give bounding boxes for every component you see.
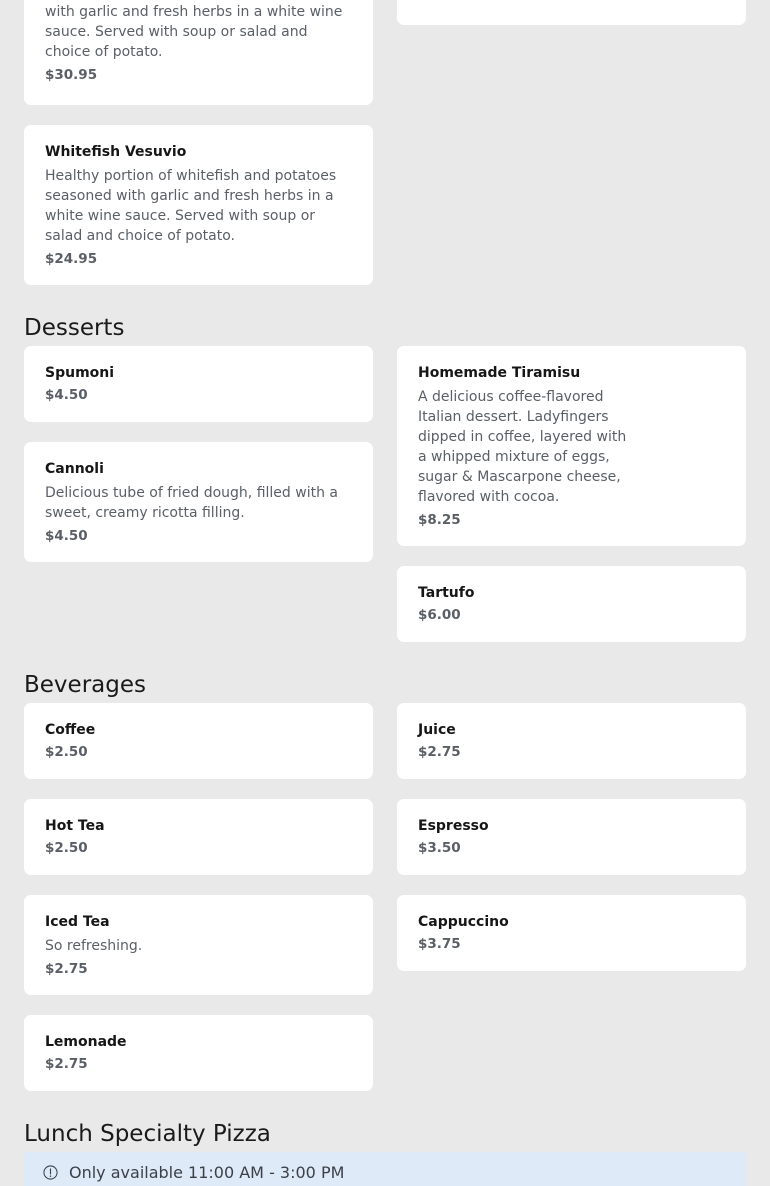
item-name: Cannoli	[45, 461, 104, 477]
section-title-beverages: Beverages	[24, 672, 146, 698]
menu-item-card[interactable]	[24, 442, 373, 562]
item-name: Homemade Tiramisu	[418, 365, 581, 381]
item-name: Iced Tea	[45, 914, 110, 930]
item-price: $8.25	[418, 512, 461, 528]
menu-item-card[interactable]	[24, 799, 373, 875]
item-name: Cappuccino	[418, 914, 509, 930]
item-description: Healthy portion of whitefish and potatoes seasoned with garlic and fresh herbs in a white wine sauce. Served with soup or salad and choice of potato.	[45, 168, 337, 244]
item-description: Delicious tube of fried dough, filled with a sweet, creamy ricotta filling.	[45, 485, 338, 521]
item-price: $2.75	[45, 1056, 88, 1072]
item-price: $2.75	[418, 744, 461, 760]
menu-item-card[interactable]	[24, 346, 373, 422]
item-price: $2.50	[45, 744, 88, 760]
menu-item-card[interactable]	[24, 703, 373, 779]
menu-item-card[interactable]	[397, 566, 746, 642]
menu-item-card[interactable]	[397, 799, 746, 875]
item-price: $24.95	[45, 251, 98, 267]
menu-item-card[interactable]	[24, 125, 373, 285]
item-price: $3.75	[418, 936, 461, 952]
item-price: $4.50	[45, 387, 88, 403]
menu-item-card[interactable]	[397, 346, 746, 546]
item-name: Coffee	[45, 722, 96, 738]
menu-item-card[interactable]	[24, 1015, 373, 1091]
notice-text: Only available 11:00 AM - 3:00 PM	[69, 1162, 345, 1182]
item-name: Juice	[418, 722, 456, 738]
item-price: $30.95	[45, 67, 98, 83]
menu-item-card[interactable]	[397, 895, 746, 971]
info-icon	[43, 1165, 58, 1180]
item-price: $4.50	[45, 528, 88, 544]
item-name: Spumoni	[45, 365, 115, 381]
menu-item-card[interactable]	[24, 0, 373, 105]
availability-notice	[24, 1152, 746, 1186]
item-price: $2.50	[45, 840, 88, 856]
item-price: $2.75	[45, 961, 88, 977]
item-description: A delicious coffee-flavored Italian dessert. Ladyfingers dipped in coffee, layered with a whipped mixture of eggs, sugar & Mascarpone cheese, flavored with cocoa.	[418, 389, 627, 505]
item-name: Whitefish Vesuvio	[45, 144, 187, 160]
item-price: $3.50	[418, 840, 461, 856]
menu-item-card[interactable]	[397, 703, 746, 779]
item-name: Hot Tea	[45, 818, 105, 834]
item-name: Lemonade	[45, 1034, 127, 1050]
section-title-lunch-pizza: Lunch Specialty Pizza	[24, 1121, 271, 1147]
item-name: Espresso	[418, 818, 489, 834]
menu-item-card[interactable]	[397, 0, 746, 25]
item-price: $6.00	[418, 607, 461, 623]
item-description: So refreshing.	[45, 938, 143, 954]
item-name: Tartufo	[418, 585, 475, 601]
section-title-desserts: Desserts	[24, 315, 125, 341]
item-description: with garlic and fresh herbs in a white wine sauce. Served with soup or salad and choice of potato.	[45, 4, 343, 60]
menu-item-card[interactable]	[24, 895, 373, 995]
